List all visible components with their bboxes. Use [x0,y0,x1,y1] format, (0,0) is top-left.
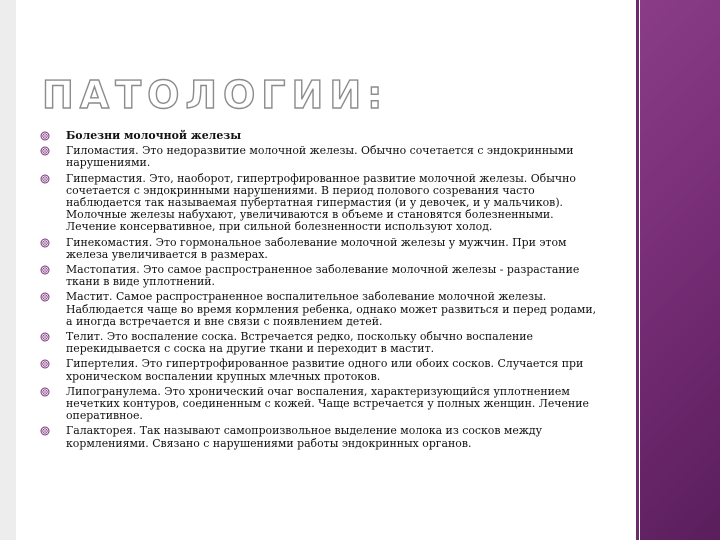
slide-title-svg [40,70,600,118]
list-item-text: Гипермастия. Это, наоборот, гипертрофированное развитие молочной железы. Обычно сочетается с эндокринными нарушениями. В период полового созревания часто наблюдается так называемая пубертатная гипермастия (и у девочек, и у мальчиков). Молочные железы набухают, увеличиваются в объеме и становятся болезненными. Лечение консервативное, при сильной болезненности используют холод. [66,171,576,234]
circle-bullet-icon [40,174,50,184]
right-decor-panel [640,0,720,540]
list-item [40,130,600,142]
list-item [40,291,600,328]
circle-bullet-icon [40,292,50,302]
list-item-text: Телит. Это воспаление соска. Встречается редко, поскольку обычно воспаление перекидывается с соска на другие ткани и переходит в мастит. [66,330,533,356]
circle-bullet-icon [40,238,50,248]
slide-title-text: ПАТОЛОГИИ: [42,73,389,117]
circle-bullet-icon [40,426,50,436]
list-item [40,358,600,382]
circle-bullet-icon [40,265,50,275]
list-item-text: Гипертелия. Это гипертрофированное развитие одного или обоих сосков. Случается при хроническом воспалении крупных млечных протоков. [66,357,584,383]
list-item [40,145,600,169]
list-item [40,264,600,288]
list-item-text: Гиломастия. Это недоразвитие молочной железы. Обычно сочетается с эндокринными нарушениями. [66,144,574,170]
list-item [40,331,600,355]
right-decor-stripe [636,0,639,540]
list-item-text: Гинекомастия. Это гормональное заболевание молочной железы у мужчин. При этом железа увеличивается в размерах. [66,235,567,261]
list-item-text: Галакторея. Так называют самопроизвольное выделение молока из сосков между кормлениями. Связано с нарушениями работы эндокринных органов. [66,424,542,450]
circle-bullet-icon [40,387,50,397]
list-item [40,386,600,423]
list-item-text: Мастит. Самое распространенное воспалительное заболевание молочной железы. Наблюдается чаще во время кормления ребенка, однако может развиться и перед родами, а иногда встречается и вне связи с появлением детей. [66,290,597,328]
list-item [40,425,600,449]
circle-bullet-icon [40,332,50,342]
circle-bullet-icon [40,146,50,156]
list-item [40,173,600,234]
list-item-text: Липогранулема. Это хронический очаг воспаления, характеризующийся уплотнением нечетких контуров, соединенным с кожей. Чаще встречается у полных женщин. Лечение оперативное. [66,384,589,423]
list-item [40,237,600,261]
left-decor-bar [0,0,16,540]
circle-bullet-icon [40,131,50,141]
list-item-text: Болезни молочной железы [66,129,242,142]
circle-bullet-icon [40,359,50,369]
list-item-text: Мастопатия. Это самое распространенное заболевание молочной железы - разрастание ткани в виде уплотнений. [66,263,580,289]
bullet-list [40,130,600,453]
slide-title [40,70,600,118]
